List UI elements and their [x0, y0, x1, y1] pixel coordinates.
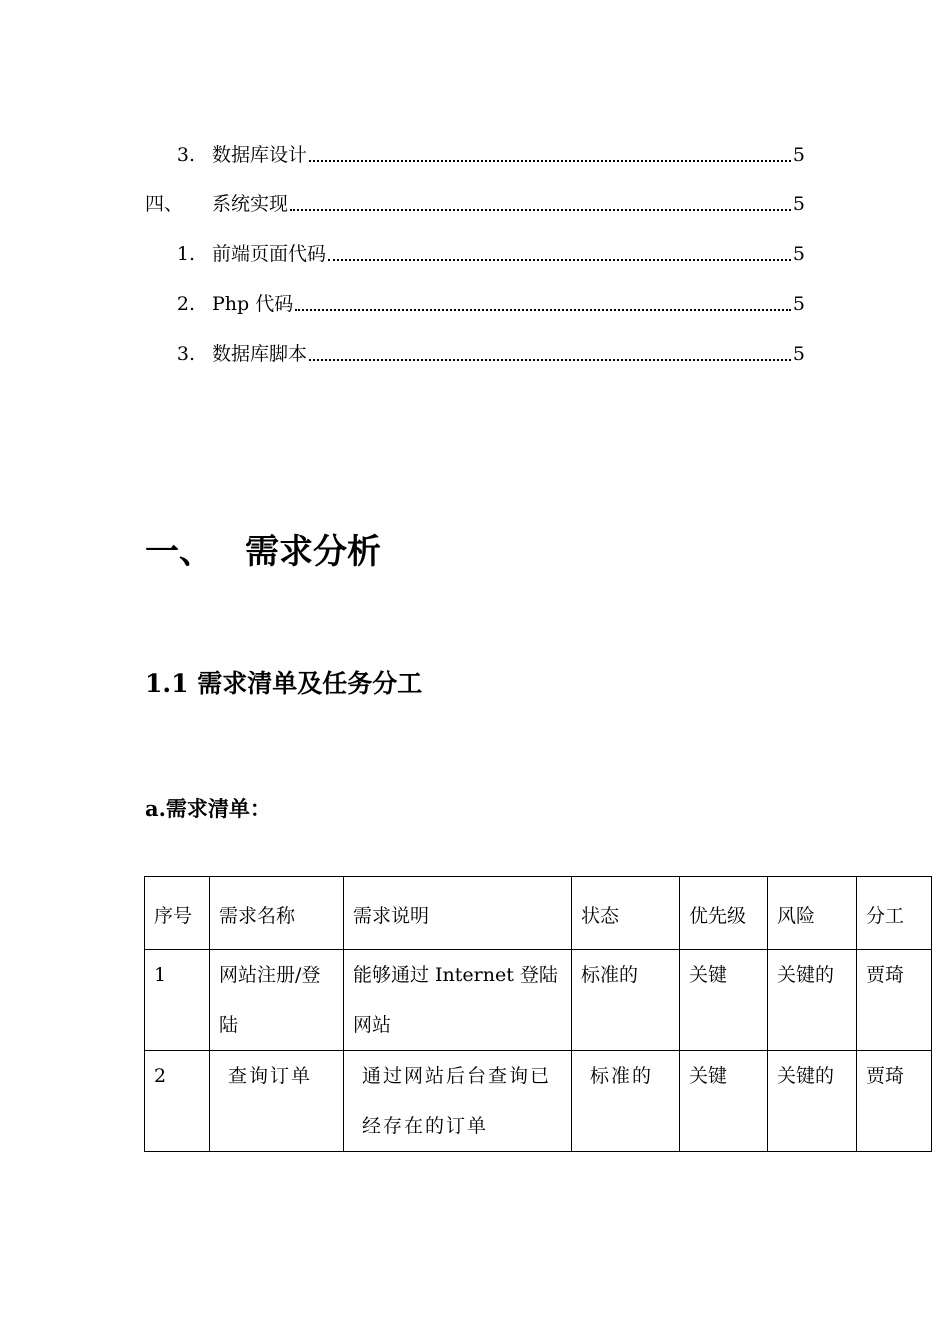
section-title: 需求分析	[245, 532, 381, 572]
table-row	[145, 1051, 932, 1152]
table-row	[145, 950, 932, 1051]
table-cell: 关键	[680, 1051, 768, 1152]
toc-entry[interactable]	[145, 336, 805, 366]
header-cell: 分工	[857, 877, 932, 950]
toc-page-number: 5	[792, 144, 805, 166]
table-cell: 关键的	[768, 1051, 857, 1152]
table-cell: 贾琦	[857, 950, 932, 1051]
header-cell: 优先级	[680, 877, 768, 950]
table-cell: 贾琦	[857, 1051, 932, 1152]
toc-number: 3.	[176, 343, 195, 365]
toc-entry[interactable]	[145, 186, 805, 216]
table-cell: 关键	[680, 950, 768, 1051]
table-header-row	[145, 877, 932, 950]
toc-entry[interactable]	[145, 286, 805, 316]
header-cell: 风险	[768, 877, 857, 950]
toc-leader	[290, 209, 791, 211]
toc-entry[interactable]	[145, 236, 805, 266]
table-cell: 查询订单	[210, 1051, 344, 1152]
toc-leader	[309, 160, 791, 162]
header-cell: 状态	[572, 877, 680, 950]
subsection-heading: 1.1 需求清单及任务分工	[145, 669, 423, 698]
toc-page-number: 5	[792, 243, 805, 265]
toc-title: 数据库脚本	[212, 343, 308, 365]
table-cell: 标准的	[572, 950, 680, 1051]
toc-number: 2.	[176, 293, 195, 315]
toc-number: 3.	[176, 144, 195, 166]
section-heading	[145, 530, 381, 574]
toc-title: Php 代码	[212, 293, 294, 315]
header-cell: 需求名称	[210, 877, 344, 950]
toc-title: 系统实现	[212, 193, 289, 215]
toc-leader	[309, 359, 791, 361]
toc-title: 数据库设计	[212, 144, 308, 166]
toc-title: 前端页面代码	[212, 243, 327, 265]
toc-page-number: 5	[792, 193, 805, 215]
toc-number: 四、	[145, 193, 184, 215]
header-cell: 序号	[145, 877, 210, 950]
table-cell: 能够通过 Internet 登陆网站	[344, 950, 572, 1051]
toc-leader	[328, 259, 791, 261]
toc-page-number: 5	[792, 343, 805, 365]
table-cell: 2	[145, 1051, 210, 1152]
toc-page-number: 5	[792, 293, 805, 315]
toc-leader	[295, 309, 791, 311]
section-number: 一、	[145, 532, 213, 572]
table-cell: 关键的	[768, 950, 857, 1051]
table-cell: 1	[145, 950, 210, 1051]
list-heading: a.需求清单：	[145, 796, 271, 821]
toc-entry[interactable]	[145, 137, 805, 167]
table-cell: 网站注册/登陆	[210, 950, 344, 1051]
table-cell: 标准的	[572, 1051, 680, 1152]
header-cell: 需求说明	[344, 877, 572, 950]
requirements-table	[144, 876, 932, 1152]
table-cell: 通过网站后台查询已经存在的订单	[344, 1051, 572, 1152]
toc-number: 1.	[176, 243, 195, 265]
